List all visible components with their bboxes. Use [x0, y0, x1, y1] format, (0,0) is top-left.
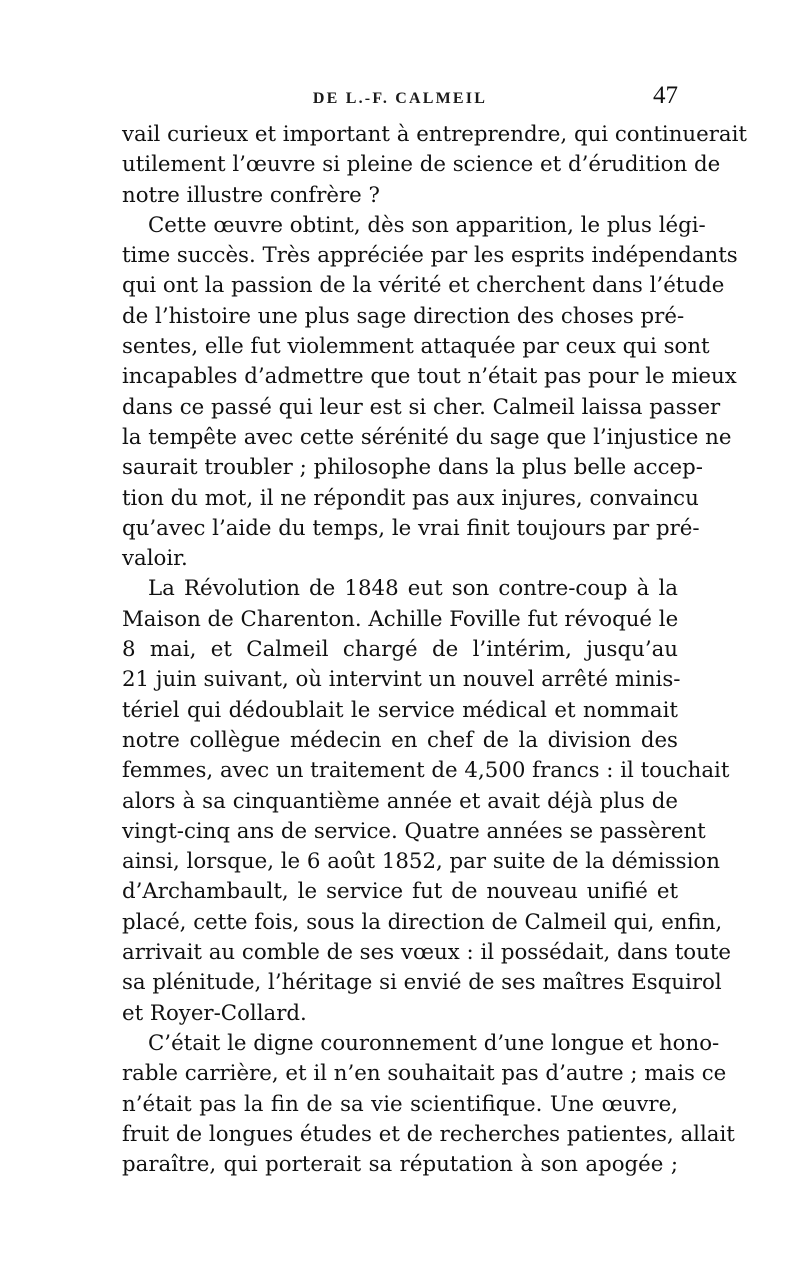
- text-line: d’Archambault, le service fut de nouveau unifié et: [122, 879, 678, 905]
- text-line: rable carrière, et il n’en souhaitait pas d’autre ; mais ce: [122, 1061, 727, 1087]
- text-line: fruit de longues études et de recherches patientes, allait: [122, 1121, 735, 1147]
- text-line: valoir.: [122, 546, 188, 572]
- text-line: et Royer-Collard.: [122, 1000, 307, 1026]
- body-text: [122, 120, 747, 1180]
- text-line: Cette œuvre obtint, dès son apparition, le plus légi-: [148, 212, 706, 238]
- text-line: qu’avec l’aide du temps, le vrai finit toujours par pré-: [122, 515, 700, 541]
- text-line: utilement l’œuvre si pleine de science et d’érudition de: [122, 152, 721, 178]
- text-line: notre collègue médecin en chef de la division des: [122, 727, 678, 753]
- text-line: n’était pas la fin de sa vie scientifique. Une œuvre,: [122, 1091, 678, 1117]
- text-line: arrivait au comble de ses vœux : il possédait, dans toute: [122, 940, 731, 966]
- text-line: paraître, qui porterait sa réputation à son apogée ;: [122, 1152, 678, 1178]
- running-title: DE L.-F. CALMEIL: [312, 90, 488, 107]
- text-line: vingt-cinq ans de service. Quatre années se passèrent: [122, 818, 706, 844]
- text-line: La Révolution de 1848 eut son contre-coup à la: [148, 576, 678, 602]
- text-line: tériel qui dédoublait le service médical et nommait: [122, 697, 678, 723]
- text-line: sentes, elle fut violemment attaquée par ceux qui sont: [122, 334, 710, 360]
- running-head: [122, 82, 678, 116]
- text-line: saurait troubler ; philosophe dans la plus belle accep-: [122, 455, 703, 481]
- text-line: notre illustre confrère ?: [122, 182, 380, 208]
- text-line: time succès. Très appréciée par les esprits indépendants: [122, 243, 738, 269]
- text-line: ainsi, lorsque, le 6 août 1852, par suite de la démission: [122, 849, 720, 875]
- text-line: de l’histoire une plus sage direction des choses pré-: [122, 303, 685, 329]
- text-line: C’était le digne couronnement d’une longue et hono-: [148, 1030, 720, 1056]
- text-line: vail curieux et important à entreprendre, qui continuerait: [122, 122, 747, 147]
- text-line: incapables d’admettre que tout n’était pas pour le mieux: [122, 364, 737, 390]
- text-line: 21 juin suivant, où intervint un nouvel arrêté minis-: [122, 667, 681, 693]
- page-number: 47: [653, 82, 678, 109]
- text-line: la tempête avec cette sérénité du sage que l’injustice ne: [122, 424, 732, 450]
- text-line: Maison de Charenton. Achille Foville fut révoqué le: [122, 606, 679, 632]
- text-line: 8 mai, et Calmeil chargé de l’intérim, jusqu’au: [122, 637, 678, 663]
- text-line: dans ce passé qui leur est si cher. Calmeil laissa passer: [122, 394, 721, 420]
- text-line: placé, cette fois, sous la direction de Calmeil qui, enfin,: [122, 909, 723, 935]
- text-line: alors à sa cinquantième année et avait déjà plus de: [122, 788, 678, 814]
- text-line: qui ont la passion de la vérité et cherchent dans l’étude: [122, 273, 725, 299]
- text-line: femmes, avec un traitement de 4,500 francs : il touchait: [122, 758, 730, 784]
- text-line: sa plénitude, l’héritage si envié de ses maîtres Esquirol: [122, 970, 722, 996]
- text-line: tion du mot, il ne répondit pas aux injures, convaincu: [122, 485, 699, 511]
